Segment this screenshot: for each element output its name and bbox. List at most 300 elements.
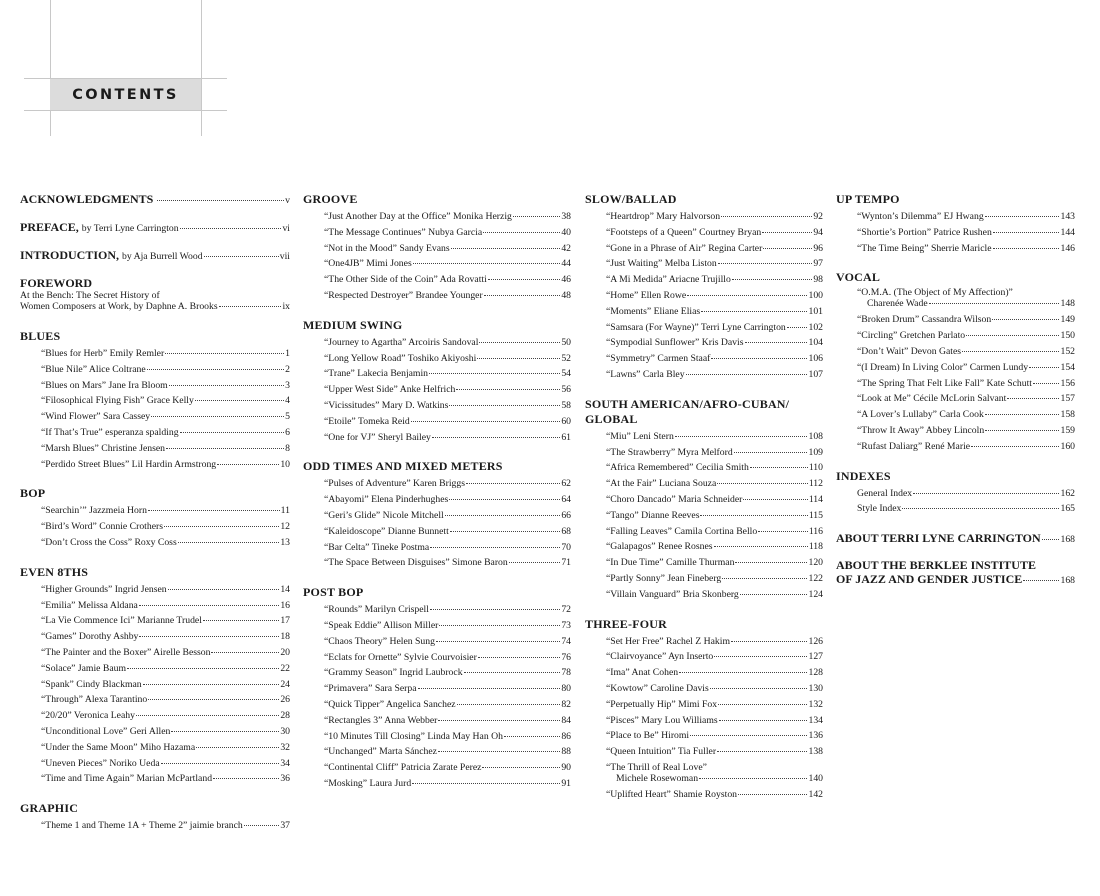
entry-title: “The Thrill of Real Love” <box>606 761 707 773</box>
dot-leader <box>483 232 560 233</box>
toc-entry[interactable] <box>836 225 1075 241</box>
front-matter-entry[interactable] <box>20 220 290 236</box>
toc-entry[interactable] <box>836 328 1075 344</box>
dot-leader <box>985 414 1060 415</box>
entry-page: 61 <box>561 431 571 443</box>
entry-byline: by Terri Lyne Carrington <box>81 223 179 234</box>
toc-entry[interactable] <box>585 209 823 225</box>
dot-leader <box>787 327 808 328</box>
entry-title: “Gone in a Phrase of Air” Regina Carter <box>606 242 763 254</box>
dot-leader <box>717 483 808 484</box>
dot-leader <box>244 825 280 826</box>
dot-leader <box>710 688 808 689</box>
entry-title: “Samsara (For Wayne)” Terri Lyne Carrington <box>606 321 786 333</box>
toc-entry[interactable] <box>836 407 1075 423</box>
toc-entry[interactable] <box>303 241 571 257</box>
section-heading: THREE-FOUR <box>585 616 668 631</box>
toc-entry[interactable] <box>303 555 571 571</box>
entry-page: 136 <box>808 730 823 742</box>
dot-leader <box>913 493 1059 494</box>
entry-title: “Choro Dancado” Maria Schneider <box>606 493 743 505</box>
entry-page: 92 <box>813 211 823 222</box>
entry-title: “Just Waiting” Melba Liston <box>606 258 717 270</box>
toc-entry[interactable] <box>836 287 1075 309</box>
toc-entry[interactable] <box>836 344 1075 360</box>
toc-entry[interactable] <box>585 241 823 257</box>
entry-title: “Falling Leaves” Camila Cortina Bello <box>606 525 758 537</box>
dot-leader <box>743 499 807 500</box>
dot-leader <box>439 625 560 626</box>
dot-leader <box>722 578 807 579</box>
section-vocal <box>836 270 1075 454</box>
toc-entry[interactable] <box>20 441 290 457</box>
entry-title: “Marsh Blues” Christine Jensen <box>41 442 166 454</box>
entry-page: 160 <box>1060 440 1075 452</box>
entry-title: “10 Minutes Till Closing” Linda May Han Oh <box>324 730 503 742</box>
toc-entry[interactable] <box>303 776 571 792</box>
entry-page: 94 <box>813 226 823 238</box>
entry-title: “Chaos Theory” Helen Sung <box>324 635 435 647</box>
toc-entry[interactable] <box>20 756 290 772</box>
foreword-page: ix <box>282 301 290 312</box>
toc-entry[interactable] <box>20 535 290 551</box>
entry-page: 82 <box>561 698 571 710</box>
entry-title: “Don’t Wait” Devon Gates <box>857 345 962 357</box>
entry-heading: INTRODUCTION, <box>20 248 120 262</box>
entry-title: “Filosophical Flying Fish” Grace Kelly <box>41 395 194 407</box>
entry-page: 140 <box>808 772 823 784</box>
entry-page: 154 <box>1060 361 1075 373</box>
dot-leader <box>902 508 1059 509</box>
dot-leader <box>168 589 280 590</box>
entry-page: 143 <box>1060 211 1075 222</box>
toc-entry[interactable] <box>20 692 290 708</box>
toc-entry[interactable] <box>303 681 571 697</box>
dot-leader <box>166 448 284 449</box>
toc-entry[interactable] <box>20 362 290 378</box>
toc-entry[interactable] <box>303 634 571 650</box>
toc-entry[interactable] <box>836 209 1075 225</box>
entry-page: 116 <box>808 525 823 537</box>
entry-title: “At the Fair” Luciana Souza <box>606 478 717 490</box>
toc-entry[interactable] <box>836 439 1075 455</box>
toc-entry[interactable] <box>836 312 1075 328</box>
toc-entry[interactable] <box>585 320 823 336</box>
entry-page: 80 <box>561 683 571 695</box>
toc-entry[interactable] <box>20 457 290 473</box>
entry-title: “Under the Same Moon” Miho Hazama <box>41 741 196 753</box>
dot-leader <box>157 200 284 201</box>
toc-entry[interactable] <box>585 744 823 760</box>
section-heading: MEDIUM SWING <box>303 317 403 332</box>
entry-page: 38 <box>561 211 571 222</box>
toc-entry[interactable] <box>20 409 290 425</box>
dot-leader <box>745 342 808 343</box>
contents-header <box>50 79 201 110</box>
toc-entry[interactable] <box>20 818 290 834</box>
dot-leader <box>195 400 284 401</box>
toc-entry[interactable] <box>585 681 823 697</box>
toc-entry[interactable] <box>585 256 823 272</box>
dot-leader <box>993 232 1060 233</box>
entry-page: 16 <box>280 599 290 611</box>
entry-title: “Speak Eddie” Allison Miller <box>324 619 439 631</box>
entry-page: 76 <box>561 651 571 663</box>
entry-page: 159 <box>1060 424 1075 436</box>
toc-entry[interactable] <box>585 335 823 351</box>
toc-entry[interactable] <box>585 445 823 461</box>
toc-entry[interactable] <box>20 645 290 661</box>
dot-leader <box>929 303 1060 304</box>
toc-entry[interactable] <box>20 740 290 756</box>
entry-line <box>606 773 823 784</box>
entry-page: 74 <box>561 635 571 647</box>
entry-title: “Just Another Day at the Office” Monika Herzig <box>324 211 512 222</box>
entry-title: “(I Dream) In Living Color” Carmen Lundy <box>857 361 1029 373</box>
section-graphic <box>20 801 290 834</box>
entry-page: 108 <box>808 430 823 442</box>
entry-page: 4 <box>285 395 290 407</box>
toc-entry[interactable] <box>303 430 571 446</box>
toc-entry[interactable] <box>585 367 823 383</box>
toc-entry[interactable] <box>303 256 571 272</box>
toc-entry[interactable] <box>20 582 290 598</box>
dot-leader <box>686 374 808 375</box>
entry-title: “In Due Time” Camille Thurman <box>606 557 735 569</box>
front-matter <box>20 192 290 264</box>
toc-entry[interactable] <box>585 713 823 729</box>
toc-entry[interactable] <box>20 613 290 629</box>
dot-leader <box>464 672 561 673</box>
entry-title: “Broken Drum” Cassandra Wilson <box>857 314 992 326</box>
entry-title: “A Mi Medida” Ariacne Trujillo <box>606 274 731 286</box>
toc-entry[interactable] <box>585 728 823 744</box>
dot-leader <box>429 373 560 374</box>
entry-title: “Kowtow” Caroline Davis <box>606 682 709 694</box>
crop-mark-bottom <box>24 110 227 111</box>
dot-leader <box>478 657 561 658</box>
crop-mark-left <box>50 0 51 136</box>
toc-entry[interactable] <box>585 587 823 603</box>
dot-leader <box>509 562 561 563</box>
entry-page: 24 <box>280 678 290 690</box>
entry-page: 10 <box>280 458 290 470</box>
about-institute-entry[interactable] <box>836 558 1075 587</box>
toc-entry[interactable] <box>20 677 290 693</box>
section-slow-ballad <box>585 192 823 383</box>
toc-entry[interactable] <box>303 366 571 382</box>
toc-entry[interactable] <box>836 486 1075 502</box>
entry-page: 90 <box>561 762 571 774</box>
entry-title: “Etoile” Tomeka Reid <box>324 415 410 427</box>
toc-entry[interactable] <box>303 729 571 745</box>
entry-page: 102 <box>808 321 823 333</box>
entry-title: “Theme 1 and Theme 1A + Theme 2” jaimie branch <box>41 820 243 832</box>
entry-title: “Set Her Free” Rachel Z Hakim <box>606 635 731 647</box>
front-matter-entry[interactable] <box>20 248 290 264</box>
toc-entry[interactable] <box>20 708 290 724</box>
toc-entry[interactable] <box>585 225 823 241</box>
toc-entry[interactable] <box>585 288 823 304</box>
toc-entry[interactable] <box>303 351 571 367</box>
entry-title: “Ima” Anat Cohen <box>606 667 679 679</box>
toc-entry[interactable] <box>20 629 290 645</box>
entry-page: 70 <box>561 541 571 553</box>
dot-leader <box>714 546 808 547</box>
entry-title: “The Painter and the Boxer” Airelle Besson <box>41 646 211 658</box>
toc-entry[interactable] <box>585 697 823 713</box>
entry-page: 30 <box>280 725 290 737</box>
dot-leader <box>701 311 807 312</box>
dot-leader <box>699 778 807 779</box>
entry-list <box>836 312 1075 454</box>
entry-title: “Primavera” Sara Serpa <box>324 683 417 695</box>
entry-page: 142 <box>808 788 823 800</box>
toc-entry[interactable] <box>303 602 571 618</box>
toc-entry[interactable] <box>585 762 823 784</box>
entry-page: 2 <box>285 363 290 375</box>
toc-column-1 <box>20 192 290 848</box>
dot-leader <box>432 437 560 438</box>
entry-page: 118 <box>808 541 823 553</box>
dot-leader <box>164 526 279 527</box>
entry-page: 64 <box>561 494 571 506</box>
front-matter-entry[interactable] <box>20 192 290 208</box>
toc-entry[interactable] <box>836 241 1075 257</box>
toc-entry[interactable] <box>585 460 823 476</box>
dot-leader <box>482 767 560 768</box>
toc-entry[interactable] <box>303 492 571 508</box>
entry-title: “Blue Nile” Alice Coltrane <box>41 363 146 375</box>
toc-entry[interactable] <box>303 209 571 225</box>
entry-title: “Footsteps of a Queen” Courtney Bryan <box>606 226 762 238</box>
dot-leader <box>211 652 279 653</box>
entry-title: “Look at Me” Cécile McLorin Salvant <box>857 393 1007 405</box>
toc-entry[interactable] <box>303 760 571 776</box>
toc-entry[interactable] <box>836 391 1075 407</box>
toc-entry[interactable] <box>303 508 571 524</box>
toc-entry[interactable] <box>585 351 823 367</box>
toc-entry[interactable] <box>303 288 571 304</box>
toc-entry[interactable] <box>303 697 571 713</box>
toc-entry[interactable] <box>303 665 571 681</box>
toc-entry[interactable] <box>303 335 571 351</box>
section-heading: BOP <box>20 486 46 501</box>
toc-entry[interactable] <box>836 360 1075 376</box>
entry-title: “Wind Flower” Sara Cassey <box>41 411 151 423</box>
entry-title: “Shortie’s Portion” Patrice Rushen <box>857 226 992 238</box>
entry-page: 13 <box>280 536 290 548</box>
entry-page: 28 <box>280 710 290 722</box>
toc-entry[interactable] <box>585 665 823 681</box>
toc-entry[interactable] <box>303 618 571 634</box>
toc-entry[interactable] <box>303 225 571 241</box>
dot-leader <box>513 216 560 217</box>
toc-entry[interactable] <box>585 492 823 508</box>
entry-title: “Vicissitudes” Mary D. Watkins <box>324 399 449 411</box>
dot-leader <box>985 216 1060 217</box>
toc-entry[interactable] <box>585 571 823 587</box>
entry-title: “Unchanged” Marta Sánchez <box>324 746 437 758</box>
foreword <box>20 276 290 312</box>
toc-entry[interactable] <box>585 272 823 288</box>
entry-page: 8 <box>285 442 290 454</box>
dot-leader <box>700 515 807 516</box>
entry-title: “If That’s True” esperanza spalding <box>41 426 179 438</box>
entry-list <box>585 787 823 803</box>
dot-leader <box>436 641 560 642</box>
entry-page: 165 <box>1060 503 1075 515</box>
entry-page: 86 <box>561 730 571 742</box>
entry-title: “Queen Intuition” Tia Fuller <box>606 746 717 758</box>
dot-leader <box>966 335 1059 336</box>
entry-title: “Don’t Cross the Coss” Roxy Coss <box>41 536 177 548</box>
dot-leader <box>203 620 279 621</box>
dot-leader <box>714 656 807 657</box>
toc-entry[interactable] <box>585 555 823 571</box>
entry-page: 112 <box>808 478 823 490</box>
dot-leader <box>147 369 285 370</box>
entry-page: 73 <box>561 619 571 631</box>
toc-entry[interactable] <box>585 634 823 650</box>
entry-title: “Kaleidoscope” Dianne Bunnett <box>324 525 449 537</box>
toc-entry[interactable] <box>836 376 1075 392</box>
entry-title: “Heartdrop” Mary Halvorson <box>606 211 721 222</box>
toc-entry[interactable] <box>20 425 290 441</box>
entry-title: “Grammy Season” Ingrid Laubrock <box>324 667 463 679</box>
entry-page: 130 <box>808 682 823 694</box>
dot-leader <box>484 295 561 296</box>
toc-entry[interactable] <box>303 398 571 414</box>
dot-leader <box>731 641 807 642</box>
toc-entry[interactable] <box>303 272 571 288</box>
entry-title: “The Time Being” Sherrie Maricle <box>857 242 992 254</box>
toc-entry[interactable] <box>20 724 290 740</box>
page-title: CONTENTS <box>72 86 179 103</box>
section-odd-times <box>303 459 571 571</box>
section-south-american <box>585 397 823 603</box>
toc-entry[interactable] <box>20 771 290 787</box>
entry-list <box>585 634 823 760</box>
toc-entry[interactable] <box>20 519 290 535</box>
toc-entry[interactable] <box>20 378 290 394</box>
section-post-bop <box>303 585 571 792</box>
foreword-heading: FOREWORD <box>20 276 92 290</box>
dot-leader <box>136 715 279 716</box>
entry-title: “Blues for Herb” Emily Remler <box>41 348 165 359</box>
dot-leader <box>719 720 808 721</box>
section-heading: SLOW/BALLAD <box>585 192 677 206</box>
dot-leader <box>169 385 284 386</box>
dot-leader <box>180 432 285 433</box>
dot-leader <box>450 531 560 532</box>
dot-leader <box>477 358 560 359</box>
entry-page: 104 <box>808 337 823 349</box>
dot-leader <box>732 279 812 280</box>
entry-page: 6 <box>285 426 290 438</box>
dot-leader <box>962 351 1059 352</box>
entry-title: “The Spring That Felt Like Fall” Kate Schutt <box>857 377 1032 389</box>
toc-entry[interactable] <box>20 661 290 677</box>
entry-page: 106 <box>808 353 823 365</box>
toc-entry[interactable] <box>585 508 823 524</box>
toc-entry[interactable] <box>303 650 571 666</box>
toc-entry[interactable] <box>585 787 823 803</box>
section-heading: UP TEMPO <box>836 192 900 206</box>
entry-title: “Upper West Side” Anke Helfrich <box>324 384 456 396</box>
toc-entry[interactable] <box>585 649 823 665</box>
dot-leader <box>430 609 560 610</box>
entry-page: 1 <box>285 348 290 359</box>
entry-page: 158 <box>1060 409 1075 421</box>
toc-entry[interactable] <box>303 382 571 398</box>
toc-column-4 <box>836 192 1075 587</box>
toc-entry[interactable] <box>585 304 823 320</box>
toc-entry[interactable] <box>20 503 290 519</box>
toc-entry[interactable] <box>303 524 571 540</box>
entry-title: “Continental Cliff” Patricia Zarate Perez <box>324 762 482 774</box>
toc-entry[interactable] <box>585 429 823 445</box>
entry-line <box>857 298 1075 309</box>
dot-leader <box>180 228 282 229</box>
dot-leader <box>456 389 560 390</box>
toc-entry[interactable] <box>585 476 823 492</box>
dot-leader <box>479 342 560 343</box>
dot-leader <box>1033 383 1060 384</box>
toc-entry[interactable] <box>20 346 290 362</box>
entry-page: 60 <box>561 415 571 427</box>
entry-page: 5 <box>285 411 290 423</box>
toc-column-3 <box>585 192 823 817</box>
toc-entry[interactable] <box>585 524 823 540</box>
dot-leader <box>735 562 807 563</box>
toc-entry[interactable] <box>303 540 571 556</box>
toc-entry[interactable] <box>303 476 571 492</box>
entry-heading: PREFACE, <box>20 220 79 234</box>
about-line <box>836 572 1075 587</box>
toc-entry[interactable] <box>20 598 290 614</box>
toc-entry[interactable] <box>836 501 1075 517</box>
dot-leader <box>451 248 561 249</box>
toc-entry[interactable] <box>836 423 1075 439</box>
entry-page: 138 <box>808 746 823 758</box>
entry-page: 11 <box>280 505 290 517</box>
toc-entry[interactable] <box>585 539 823 555</box>
entry-title: Michele Rosewoman <box>616 772 699 784</box>
entry-page: 44 <box>561 258 571 270</box>
dot-leader <box>721 216 812 217</box>
entry-title: “20/20” Veronica Leahy <box>41 710 135 722</box>
entry-page: 110 <box>808 462 823 474</box>
entry-page: 68 <box>561 525 571 537</box>
toc-entry[interactable] <box>303 713 571 729</box>
entry-title: “Unconditional Love” Geri Allen <box>41 725 171 737</box>
entry-title: “The Space Between Disguises” Simone Baron <box>324 557 508 569</box>
toc-entry[interactable] <box>20 393 290 409</box>
entry-title: “Throw It Away” Abbey Lincoln <box>857 424 985 436</box>
dot-leader <box>161 763 280 764</box>
about-terri-entry[interactable] <box>836 531 1075 546</box>
section-bop <box>20 486 290 550</box>
toc-entry[interactable] <box>303 744 571 760</box>
toc-entry[interactable] <box>303 414 571 430</box>
entry-title: “Mosking” Laura Jurd <box>324 777 412 789</box>
entry-page: 127 <box>808 651 823 663</box>
crop-mark-right <box>201 0 202 136</box>
entry-title: “Searchin’” Jazzmeia Horn <box>41 505 147 517</box>
entry-title: “Circling” Gretchen Parlato <box>857 330 966 342</box>
dot-leader <box>985 430 1059 431</box>
